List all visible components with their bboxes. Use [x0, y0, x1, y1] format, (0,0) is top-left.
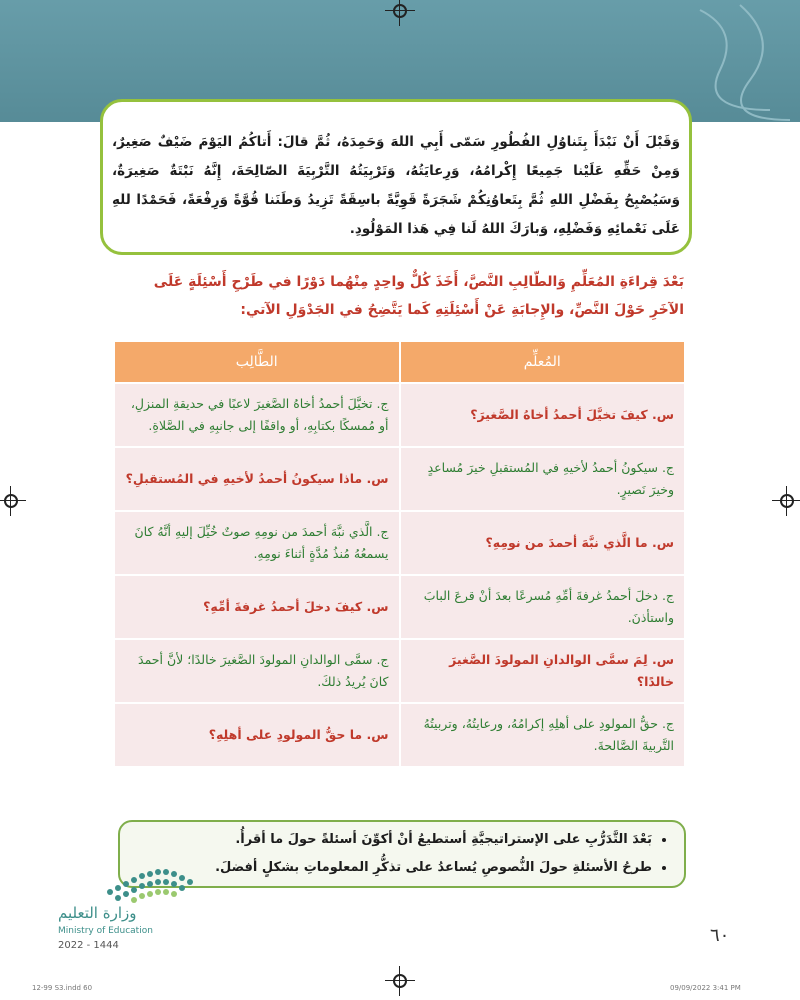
- registration-mark-bottom: [391, 972, 409, 990]
- decorative-pattern: [680, 0, 800, 122]
- table-row: [114, 703, 685, 767]
- student-cell: ج. سمَّى الوالدانِ المولودَ الصَّغيرَ خالدًا؛ لأنَّ أحمدَ كانَ يُريدُ ذلكَ.: [114, 639, 400, 703]
- teacher-cell: ج. دخلَ أحمدُ غرفةَ أمِّهِ مُسرعًا بعدَ أنْ قرعَ البابَ واستأذنَ.: [400, 575, 686, 639]
- table-row: [114, 639, 685, 703]
- teacher-cell: س. لِمَ سمَّى الوالدانِ المولودَ الصَّغيرَ خالدًا؟: [400, 639, 686, 703]
- ministry-name-english: Ministry of Education: [58, 926, 153, 936]
- story-paragraph: وَقَبْلَ أَنْ نَبْدَأَ بِتَناوُلِ الفُطُورِ سَمّى أَبِي اللهَ وَحَمِدَهُ، ثُمَّ قالَ: أَتاكُمُ اليَوْمَ ضَيْفٌ صَغِيرٌ، وَمِنْ حَقِّهِ عَلَيْنا جَمِيعًا إِكْرامُهُ، وَرِعايَتُهُ، وَتَرْبِيَتُهُ التَّرْبِيَةَ الصّالِحَةَ، إِنَّهُ نَبْتَةٌ صَغِيرَةٌ، وَسَيُصْبِحُ بِفَضْلِ اللهِ ثُمَّ بِتَعاوُنِكُمْ شَجَرَةً قَوِيَّةً باسِقَةً تَزِيدُ وَطَنَنا قُوَّةً وَرِفْعَةً، فَحَمْدًا للهِ عَلَى نَعْمائِهِ وَفَضْلِهِ، وَبارَكَ اللهُ لَنا فِي هَذا المَوْلُودِ.: [112, 134, 680, 237]
- teacher-cell: س. ما الَّذي نبَّهَ أحمدَ من نومِهِ؟: [400, 511, 686, 575]
- tip-item: • بَعْدَ التَّدَرُّبِ على الإستراتيجيَّةِ أستطيعُ أنْ أكوِّنَ أسئلةً حولَ ما أقرأُ.: [138, 826, 652, 854]
- table-row: [114, 383, 685, 447]
- tip-item: • طرحُ الأسئلةِ حولَ النُّصوصِ يُساعدُ على تذكُّرِ المعلوماتِ بشكلٍ أفضلَ.: [138, 854, 652, 882]
- registration-mark-right: [778, 492, 796, 510]
- student-cell: س. كيفَ دخلَ أحمدُ غرفةَ أمِّهِ؟: [114, 575, 400, 639]
- table-row: [114, 575, 685, 639]
- qa-table: [113, 340, 686, 768]
- teacher-cell: س. كيفَ تخيَّلَ أحمدُ أخاهُ الصَّغيرَ؟: [400, 383, 686, 447]
- ministry-name-arabic: وزارة التعليم: [58, 904, 137, 922]
- print-slug-date: 09/09/2022 3:41 PM: [670, 984, 741, 992]
- table-row: [114, 447, 685, 511]
- header-teacher: المُعلِّم: [400, 341, 686, 383]
- header-student: الطَّالِب: [114, 341, 400, 383]
- student-cell: ج. الَّذي نبَّهَ أحمدَ من نومِهِ صوتٌ خُيِّلَ إليهِ أنَّهُ كانَ يسمعُهُ مُنذُ مُدَّةٍ أثناءَ نومِهِ.: [114, 511, 400, 575]
- student-cell: س. ماذا سيكونُ أحمدُ لأخيهِ في المُستقبلِ؟: [114, 447, 400, 511]
- tips-box: [118, 820, 686, 888]
- table-row: [114, 511, 685, 575]
- print-slug-file: 12-99 S3.indd 60: [32, 984, 93, 992]
- student-cell: ج. تخيَّلَ أحمدُ أخاهُ الصَّغيرَ لاعبًا في حديقةِ المنزلِ، أو مُمسكًا بكتابِهِ، أو واقفًا إلى جانبِهِ في الصَّلاةِ.: [114, 383, 400, 447]
- ministry-logo-dots-icon: [104, 862, 196, 906]
- page-number: ٦٠: [710, 925, 730, 946]
- instruction-text: بَعْدَ قِراءَةِ المُعَلِّمِ وَالطّالِبِ النَّصَّ، أَخَذَ كُلٌّ واحِدٍ مِنْهُما دَوْرًا في طَرْحِ أَسْئِلَةٍ عَلَى الآخَرِ حَوْلَ النَّصِّ، والإِجابَةِ عَنْ أَسْئِلَتِهِ كَما يَتَّضِحُ في الجَدْوَلِ الآتي:: [153, 274, 684, 318]
- ministry-year: 2022 - 1444: [58, 940, 119, 951]
- teacher-cell: ج. حقُّ المولودِ على أهلِهِ إكرامُهُ، ورعايتُهُ، وتربيتُهُ التَّربيةَ الصَّالحةَ.: [400, 703, 686, 767]
- teacher-cell: ج. سيكونُ أحمدُ لأخيهِ في المُستقبلِ خيرَ مُساعدٍ وخيرَ نَصيرٍ.: [400, 447, 686, 511]
- registration-mark-top: [391, 2, 409, 20]
- registration-mark-left: [2, 492, 20, 510]
- student-cell: س. ما حقُّ المولودِ على أهلِهِ؟: [114, 703, 400, 767]
- table-header-row: [114, 341, 685, 383]
